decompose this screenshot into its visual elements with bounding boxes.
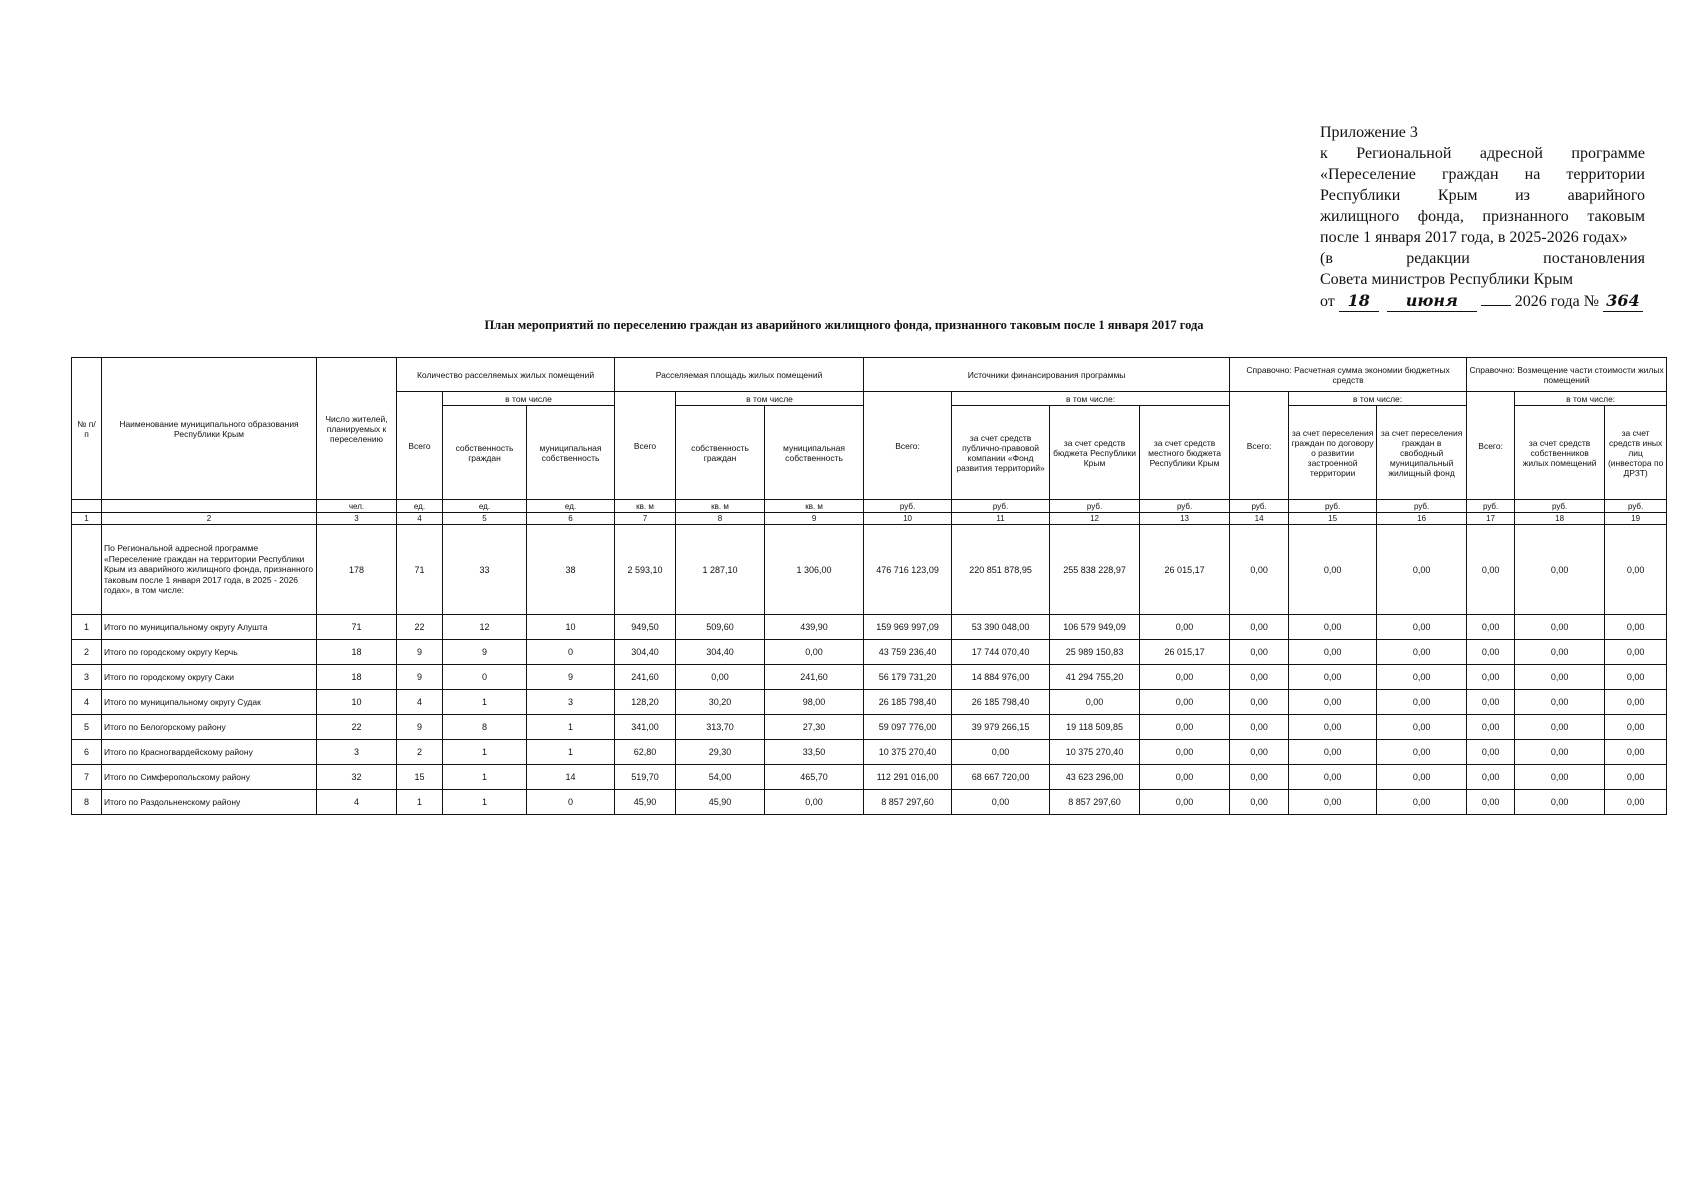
unit-cell	[72, 500, 102, 513]
column-number-cell: 8	[676, 513, 765, 525]
table-cell: 1	[527, 715, 615, 740]
table-cell: 9	[397, 665, 443, 690]
table-cell: 0,00	[1605, 665, 1667, 690]
table-row	[72, 640, 1667, 665]
table-cell: 2	[72, 640, 102, 665]
unit-cell: руб.	[1377, 500, 1467, 513]
header-savings-contract: за счет переселения граждан по договору о развитии застроенной территории	[1289, 406, 1377, 500]
table-row	[72, 690, 1667, 715]
annex-line-8: Совета министров Республики Крым	[1320, 271, 1573, 288]
table-cell: 0,00	[1605, 765, 1667, 790]
table-cell: 439,90	[765, 615, 864, 640]
table-cell: 0,00	[1140, 740, 1230, 765]
table-cell: 0,00	[1377, 665, 1467, 690]
table-cell: 45,90	[676, 790, 765, 815]
table-cell: 7	[72, 765, 102, 790]
unit-cell: руб.	[1140, 500, 1230, 513]
table-cell: 1 287,10	[676, 525, 765, 615]
header-area-own: собственность граждан	[676, 406, 765, 500]
table-cell: 0,00	[1605, 740, 1667, 765]
table-cell: 949,50	[615, 615, 676, 640]
table-cell: 0,00	[1605, 715, 1667, 740]
column-number-cell: 16	[1377, 513, 1467, 525]
table-cell: 0,00	[1605, 790, 1667, 815]
table-body	[72, 525, 1667, 815]
table-cell: 0,00	[1230, 790, 1289, 815]
table-cell	[72, 525, 102, 615]
table-cell: 43 623 296,00	[1050, 765, 1140, 790]
table-cell: 41 294 755,20	[1050, 665, 1140, 690]
table-cell: 128,20	[615, 690, 676, 715]
unit-cell: руб.	[1515, 500, 1605, 513]
column-number-cell: 5	[443, 513, 527, 525]
table-cell: 0,00	[952, 790, 1050, 815]
column-number-cell: 14	[1230, 513, 1289, 525]
table-cell: 1	[443, 690, 527, 715]
table-cell: 39 979 266,15	[952, 715, 1050, 740]
annex-line-1: Приложение 3	[1320, 124, 1418, 141]
column-number-cell: 9	[765, 513, 864, 525]
header-finance-local: за счет средств местного бюджета Республики Крым	[1140, 406, 1230, 500]
header-comp-others: за счет средств иных лиц (инвестора по ДРЗТ)	[1605, 406, 1667, 500]
header-finance-budget-rk: за счет средств бюджета Республики Крым	[1050, 406, 1140, 500]
table-cell: 0,00	[1467, 690, 1515, 715]
table-cell: 178	[317, 525, 397, 615]
table-cell: 0,00	[1289, 615, 1377, 640]
table-cell: 43 759 236,40	[864, 640, 952, 665]
table-cell: 1	[443, 790, 527, 815]
table-cell: 71	[317, 615, 397, 640]
table-cell: 0,00	[1377, 765, 1467, 790]
table-row	[72, 740, 1667, 765]
table-cell: 62,80	[615, 740, 676, 765]
date-prefix: от	[1320, 293, 1335, 310]
table-cell: 0,00	[1467, 715, 1515, 740]
table-cell: 33	[443, 525, 527, 615]
table-row	[72, 715, 1667, 740]
table-cell: 0,00	[1230, 765, 1289, 790]
table-cell: 220 851 878,95	[952, 525, 1050, 615]
header-name: Наименование муниципального образования Республики Крым	[102, 358, 317, 500]
table-cell: 17 744 070,40	[952, 640, 1050, 665]
header-compensation-group: Справочно: Возмещение части стоимости жилых помещений	[1467, 358, 1667, 392]
table-cell: 0,00	[1515, 715, 1605, 740]
table-cell: 106 579 949,09	[1050, 615, 1140, 640]
table-cell: 0,00	[1140, 665, 1230, 690]
municipality-name-cell: Итого по Симферопольскому району	[102, 765, 317, 790]
table-cell: 9	[443, 640, 527, 665]
header-residents: Число жителей, планируемых к переселению	[317, 358, 397, 500]
column-number-cell: 7	[615, 513, 676, 525]
table-cell: 22	[317, 715, 397, 740]
table-cell: 0,00	[1140, 765, 1230, 790]
annex-date-line	[1320, 290, 1645, 312]
municipality-name-cell: Итого по городскому округу Керчь	[102, 640, 317, 665]
table-cell: 0,00	[1377, 615, 1467, 640]
header-savings-group: Справочно: Расчетная сумма экономии бюджетных средств	[1230, 358, 1467, 392]
header-finance-fund: за счет средств публично-правовой компании «Фонд развития территорий»	[952, 406, 1050, 500]
unit-cell: руб.	[1289, 500, 1377, 513]
table-cell: 14 884 976,00	[952, 665, 1050, 690]
table-cell: 0,00	[1377, 790, 1467, 815]
table-cell: 0,00	[1515, 790, 1605, 815]
table-cell: 32	[317, 765, 397, 790]
table-cell: 0,00	[1230, 640, 1289, 665]
table-cell: 0,00	[1605, 525, 1667, 615]
table-cell: 0,00	[1230, 690, 1289, 715]
column-number-cell: 2	[102, 513, 317, 525]
table-cell: 10 375 270,40	[1050, 740, 1140, 765]
municipality-name-cell: Итого по муниципальному округу Алушта	[102, 615, 317, 640]
table-cell: 241,60	[765, 665, 864, 690]
table-cell: 0,00	[952, 740, 1050, 765]
table-row	[72, 765, 1667, 790]
table-cell: 255 838 228,97	[1050, 525, 1140, 615]
table-cell: 0	[443, 665, 527, 690]
header-count-total: Всего	[397, 392, 443, 500]
table-cell: 22	[397, 615, 443, 640]
header-savings-total: Всего:	[1230, 392, 1289, 500]
table-cell: 0,00	[1289, 715, 1377, 740]
column-number-cell: 3	[317, 513, 397, 525]
column-number-cell: 12	[1050, 513, 1140, 525]
table-cell: 0,00	[1467, 525, 1515, 615]
table-cell: 53 390 048,00	[952, 615, 1050, 640]
table-cell: 12	[443, 615, 527, 640]
municipality-name-cell: Итого по Раздольненскому району	[102, 790, 317, 815]
table-cell: 0,00	[1289, 640, 1377, 665]
table-cell: 0,00	[1515, 525, 1605, 615]
table-cell: 56 179 731,20	[864, 665, 952, 690]
table-cell: 0	[527, 640, 615, 665]
unit-cell: руб.	[1605, 500, 1667, 513]
document-title: План мероприятий по переселению граждан из аварийного жилищного фонда, признанного таковым после 1 января 2017 года	[484, 318, 1204, 332]
table-cell: 0,00	[1050, 690, 1140, 715]
table-cell: 0	[527, 790, 615, 815]
table-cell: 0,00	[1230, 715, 1289, 740]
table-cell: 18	[317, 665, 397, 690]
table-cell: 3	[527, 690, 615, 715]
table-cell: 6	[72, 740, 102, 765]
table-cell: 465,70	[765, 765, 864, 790]
annex-line-3: «Переселение граждан на территории	[1320, 166, 1645, 183]
table-cell: 1	[397, 790, 443, 815]
table-cell: 0,00	[1377, 640, 1467, 665]
unit-cell: руб.	[1050, 500, 1140, 513]
table-cell: 0,00	[1377, 690, 1467, 715]
units-row	[72, 500, 1667, 513]
table-cell: 29,30	[676, 740, 765, 765]
table-cell: 0,00	[1289, 790, 1377, 815]
table-cell: 304,40	[676, 640, 765, 665]
table-cell: 341,00	[615, 715, 676, 740]
header-count-own: собственность граждан	[443, 406, 527, 500]
table-cell: 509,60	[676, 615, 765, 640]
table-cell: 8	[72, 790, 102, 815]
table-cell: 9	[397, 640, 443, 665]
table-cell: 0,00	[1467, 665, 1515, 690]
table-cell: 1	[72, 615, 102, 640]
table-cell: 3	[72, 665, 102, 690]
table-cell: 0,00	[1377, 715, 1467, 740]
table-cell: 8 857 297,60	[864, 790, 952, 815]
table-cell: 0,00	[1289, 740, 1377, 765]
table-cell: 0,00	[676, 665, 765, 690]
municipality-name-cell: Итого по Красногвардейскому району	[102, 740, 317, 765]
table-cell: 26 015,17	[1140, 525, 1230, 615]
table-cell: 3	[317, 740, 397, 765]
table-cell: 98,00	[765, 690, 864, 715]
unit-cell: ед.	[443, 500, 527, 513]
table-cell: 0,00	[1467, 615, 1515, 640]
column-number-cell: 13	[1140, 513, 1230, 525]
table-cell: 0,00	[765, 640, 864, 665]
annex-line-5: жилищного фонда, признанного таковым	[1320, 208, 1645, 225]
header-count-group: Количество расселяемых жилых помещений	[397, 358, 615, 392]
table-cell: 0,00	[1230, 740, 1289, 765]
table-cell: 10	[317, 690, 397, 715]
date-number-handwritten: 364	[1603, 290, 1643, 312]
table-cell: 0,00	[1605, 615, 1667, 640]
unit-cell: ед.	[397, 500, 443, 513]
table-cell: 0,00	[1230, 525, 1289, 615]
header-savings-free: за счет переселения граждан в свободный муниципальный жилищный фонд	[1377, 406, 1467, 500]
table-cell: 112 291 016,00	[864, 765, 952, 790]
table-cell: 1 306,00	[765, 525, 864, 615]
table-cell: 26 015,17	[1140, 640, 1230, 665]
table-cell: 1	[443, 740, 527, 765]
column-numbers-row	[72, 513, 1667, 525]
table-cell: 0,00	[1515, 615, 1605, 640]
table-cell: 0,00	[1515, 640, 1605, 665]
table-cell: 27,30	[765, 715, 864, 740]
table-cell: 476 716 123,09	[864, 525, 952, 615]
column-number-cell: 15	[1289, 513, 1377, 525]
unit-cell	[102, 500, 317, 513]
table-cell: 0,00	[1289, 525, 1377, 615]
header-comp-owners: за счет средств собственников жилых помещений	[1515, 406, 1605, 500]
unit-cell: кв. м	[676, 500, 765, 513]
column-number-cell: 17	[1467, 513, 1515, 525]
table-cell: 0,00	[765, 790, 864, 815]
table-cell: 0,00	[1467, 640, 1515, 665]
column-number-cell: 4	[397, 513, 443, 525]
table-cell: 14	[527, 765, 615, 790]
table-cell: 18	[317, 640, 397, 665]
table-cell: 159 969 997,09	[864, 615, 952, 640]
annex-line-4: Республики Крым из аварийного	[1320, 187, 1645, 204]
header-count-incl: в том числе	[443, 392, 615, 406]
table-cell: 4	[397, 690, 443, 715]
table-cell: 0,00	[1377, 740, 1467, 765]
table-cell: 26 185 798,40	[952, 690, 1050, 715]
table-cell: 9	[527, 665, 615, 690]
table-cell: 313,70	[676, 715, 765, 740]
table-cell: 38	[527, 525, 615, 615]
annex-line-2: к Региональной адресной программе	[1320, 145, 1645, 162]
table-cell: 1	[527, 740, 615, 765]
header-area-municipal: муниципальная собственность	[765, 406, 864, 500]
annex-line-6: после 1 января 2017 года, в 2025-2026 годах»	[1320, 229, 1628, 246]
unit-cell: кв. м	[765, 500, 864, 513]
table-cell: 19 118 509,85	[1050, 715, 1140, 740]
table-cell: 0,00	[1289, 765, 1377, 790]
table-cell: 0,00	[1230, 665, 1289, 690]
program-name-cell: По Региональной адресной программе «Переселение граждан на территории Республики Крым из аварийного жилищного фонда, признанного таковым после 1 января 2017 года, в 2025 - 2026 годах», в том числе:	[102, 525, 317, 615]
table-cell: 0,00	[1515, 665, 1605, 690]
date-underline	[1481, 305, 1511, 306]
municipality-name-cell: Итого по муниципальному округу Судак	[102, 690, 317, 715]
annex-block	[1320, 122, 1645, 312]
unit-cell: руб.	[864, 500, 952, 513]
unit-cell: руб.	[1467, 500, 1515, 513]
unit-cell: ед.	[527, 500, 615, 513]
table-cell: 15	[397, 765, 443, 790]
column-number-cell: 1	[72, 513, 102, 525]
header-comp-total: Всего:	[1467, 392, 1515, 500]
table-cell: 26 185 798,40	[864, 690, 952, 715]
table-cell: 10	[527, 615, 615, 640]
header-finance-incl: в том числе:	[952, 392, 1230, 406]
table-cell: 8	[443, 715, 527, 740]
table-cell: 1	[443, 765, 527, 790]
table-cell: 519,70	[615, 765, 676, 790]
header-savings-incl: в том числе:	[1289, 392, 1467, 406]
table-cell: 25 989 150,83	[1050, 640, 1140, 665]
unit-cell: чел.	[317, 500, 397, 513]
table-cell: 0,00	[1289, 690, 1377, 715]
column-number-cell: 18	[1515, 513, 1605, 525]
table-cell: 59 097 776,00	[864, 715, 952, 740]
date-month-handwritten: июня	[1387, 290, 1477, 312]
municipality-name-cell: Итого по Белогорскому району	[102, 715, 317, 740]
table-cell: 71	[397, 525, 443, 615]
table-cell: 45,90	[615, 790, 676, 815]
table-cell: 0,00	[1467, 790, 1515, 815]
table-cell: 0,00	[1515, 690, 1605, 715]
table-cell: 33,50	[765, 740, 864, 765]
table-cell: 68 667 720,00	[952, 765, 1050, 790]
table-cell: 4	[72, 690, 102, 715]
table-row	[72, 665, 1667, 690]
table-cell: 0,00	[1289, 665, 1377, 690]
table-cell: 0,00	[1467, 765, 1515, 790]
table-cell: 9	[397, 715, 443, 740]
header-area-total: Всего	[615, 392, 676, 500]
table-cell: 2 593,10	[615, 525, 676, 615]
table-row	[72, 615, 1667, 640]
table-cell: 2	[397, 740, 443, 765]
unit-cell: руб.	[952, 500, 1050, 513]
table-cell: 0,00	[1140, 615, 1230, 640]
column-number-cell: 11	[952, 513, 1050, 525]
table-row	[72, 790, 1667, 815]
relocation-plan-table	[71, 357, 1667, 815]
table-cell: 0,00	[1605, 690, 1667, 715]
annex-line-7: (в редакции постановления	[1320, 250, 1645, 267]
table-cell: 0,00	[1140, 690, 1230, 715]
table-cell: 0,00	[1140, 715, 1230, 740]
table-cell: 0,00	[1515, 765, 1605, 790]
date-day-handwritten: 18	[1339, 290, 1379, 312]
column-number-cell: 19	[1605, 513, 1667, 525]
table-cell: 0,00	[1230, 615, 1289, 640]
table-cell: 8 857 297,60	[1050, 790, 1140, 815]
header-finance-total: Всего:	[864, 392, 952, 500]
header-count-municipal: муниципальная собственность	[527, 406, 615, 500]
column-number-cell: 6	[527, 513, 615, 525]
table-cell: 10 375 270,40	[864, 740, 952, 765]
date-year-text: 2026 года №	[1514, 293, 1599, 310]
header-area-incl: в том числе	[676, 392, 864, 406]
table-cell: 0,00	[1605, 640, 1667, 665]
table-cell: 0,00	[1515, 740, 1605, 765]
unit-cell: руб.	[1230, 500, 1289, 513]
municipality-name-cell: Итого по городскому округу Саки	[102, 665, 317, 690]
column-number-cell: 10	[864, 513, 952, 525]
table-cell: 304,40	[615, 640, 676, 665]
table-cell: 54,00	[676, 765, 765, 790]
table-cell: 0,00	[1467, 740, 1515, 765]
table-cell: 241,60	[615, 665, 676, 690]
table-cell: 0,00	[1377, 525, 1467, 615]
table-row-total	[72, 525, 1667, 615]
header-area-group: Расселяемая площадь жилых помещений	[615, 358, 864, 392]
header-finance-group: Источники финансирования программы	[864, 358, 1230, 392]
header-comp-incl: в том числе:	[1515, 392, 1667, 406]
table-cell: 0,00	[1140, 790, 1230, 815]
table-cell: 4	[317, 790, 397, 815]
header-num: № п/ п	[72, 358, 102, 500]
table-cell: 30,20	[676, 690, 765, 715]
unit-cell: кв. м	[615, 500, 676, 513]
table-cell: 5	[72, 715, 102, 740]
